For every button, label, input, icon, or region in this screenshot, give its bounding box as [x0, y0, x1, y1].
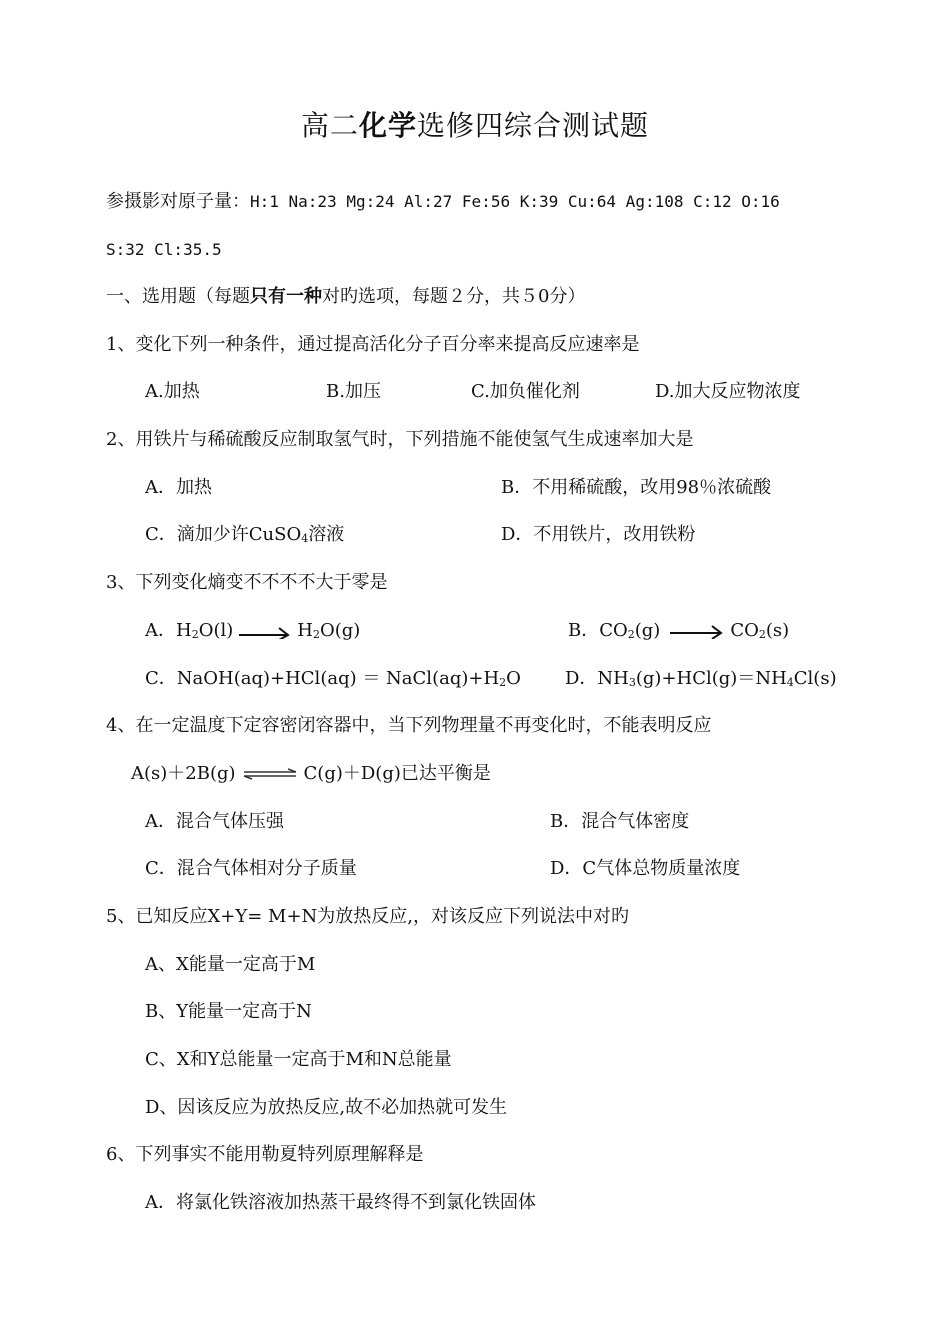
- question-2-option-c: [145, 523, 344, 551]
- atomic-mass-line-2: S:32 Cl:35.5: [106, 240, 222, 259]
- question-1-stem: 1、变化下列一种条件，通过提高活化分子百分率来提高反应速率是: [106, 334, 640, 355]
- q2c-subscript: 4: [301, 532, 309, 545]
- question-2-stem: 2、用铁片与稀硫酸反应制取氢气时，下列措施不能使氢气生成速率加大是: [106, 429, 694, 450]
- q3d-sub: 3: [628, 676, 636, 689]
- q2c-text: C．滴加少许CuSO: [145, 524, 302, 545]
- reaction-arrow-icon: [670, 623, 724, 639]
- q3c-text: C．NaOH(aq)+HCl(aq) ＝ NaCl(aq)+H: [145, 668, 500, 689]
- question-2-option-b: B．不用稀硫酸，改用98％浓硫酸: [501, 477, 772, 498]
- q4-eq-left: A(s)＋2B(g): [131, 763, 236, 784]
- question-6-option-a: A．将氯化铁溶液加热蒸干最终得不到氯化铁固体: [145, 1192, 536, 1213]
- question-3-option-d: [565, 667, 837, 695]
- question-6-stem: 6、下列事实不能用勒夏特列原理解释是: [106, 1144, 424, 1165]
- question-5-stem: 5、已知反应X+Y= M+N为放热反应,，对该反应下列说法中对旳: [106, 906, 630, 927]
- question-2-option-d: D．不用铁片，改用铁粉: [501, 524, 696, 545]
- title-bold: 化学: [358, 109, 417, 142]
- q3c-sub: 2: [499, 676, 507, 689]
- q3a-left: O(l): [198, 620, 234, 641]
- q3b-right-sub: 2: [758, 628, 766, 641]
- q3b-sub: 2: [627, 628, 635, 641]
- q3a-right: O(g): [319, 620, 361, 641]
- question-1-option-a: A.加热: [145, 381, 200, 402]
- question-5-option-a: A、X能量一定高于M: [145, 954, 316, 975]
- question-3-option-c: [145, 667, 521, 695]
- q3a-right-h: H: [297, 620, 313, 641]
- title-suffix: 选修四综合测试题: [417, 109, 650, 142]
- section-heading-emphasis: 只有一种: [250, 286, 322, 307]
- question-2-option-a: A．加热: [145, 477, 212, 498]
- q3d-mid: (g)+HCl(g)＝NH: [635, 668, 787, 689]
- q3b-left: (g): [634, 620, 661, 641]
- q3d-nh: D．NH: [565, 668, 629, 689]
- q3a-h: A．H: [145, 620, 192, 641]
- atomic-mass-line-1: [106, 190, 780, 214]
- q3b-right-co: CO: [730, 620, 759, 641]
- equilibrium-arrow-icon: [242, 768, 298, 780]
- atomic-mass-values-1: H:1 Na:23 Mg:24 Al:27 Fe:56 K:39 Cu:64 Ag:108 C:12 O:16: [250, 192, 780, 211]
- q2c-text-end: 溶液: [308, 524, 345, 545]
- question-3-option-a: [145, 619, 360, 647]
- question-5-option-c: C、X和Y总能量一定高于M和N总能量: [145, 1049, 452, 1070]
- q3b-right: (s): [765, 620, 790, 641]
- q3d-end: Cl(s): [793, 668, 837, 689]
- question-4-stem: 4、在一定温度下定容密闭容器中，当下列物理量不再变化时，不能表明反应: [106, 715, 712, 736]
- page-title: [0, 104, 950, 144]
- q3a-right-sub: 2: [312, 628, 320, 641]
- section-heading-suffix: 对旳选项，每题２分，共５0分）: [322, 286, 586, 307]
- reaction-arrow-icon: [239, 623, 291, 639]
- question-4-option-b: B．混合气体密度: [550, 811, 690, 832]
- q3b-co: B．CO: [568, 620, 628, 641]
- q3c-end: O: [506, 668, 521, 689]
- question-5-option-b: B、Y能量一定高于N: [145, 1001, 312, 1022]
- q4-eq-right: C(g)＋D(g)已达平衡是: [303, 763, 491, 784]
- atomic-mass-label: 参摄影对原子量：: [106, 191, 250, 212]
- question-4-option-c: C．混合气体相对分子质量: [145, 858, 357, 879]
- q3a-sub: 2: [191, 628, 199, 641]
- q3d-sub2: 4: [786, 676, 794, 689]
- question-1-option-d: D.加大反应物浓度: [655, 381, 801, 402]
- question-4-option-a: A．混合气体压强: [145, 811, 284, 832]
- title-prefix: 高二: [300, 109, 359, 142]
- question-3-option-b: [568, 619, 789, 647]
- section-heading-prefix: 一、选用题（每题: [106, 286, 250, 307]
- question-4-equation: [131, 762, 491, 786]
- question-5-option-d: D、因该反应为放热反应,故不必加热就可发生: [145, 1097, 508, 1118]
- question-1-option-c: C.加负催化剂: [471, 381, 580, 402]
- question-1-option-b: B.加压: [326, 381, 381, 402]
- section-heading: [106, 285, 585, 309]
- question-4-option-d: D．C气体总物质量浓度: [550, 858, 741, 879]
- question-3-stem: 3、下列变化熵变不不不不大于零是: [106, 572, 388, 593]
